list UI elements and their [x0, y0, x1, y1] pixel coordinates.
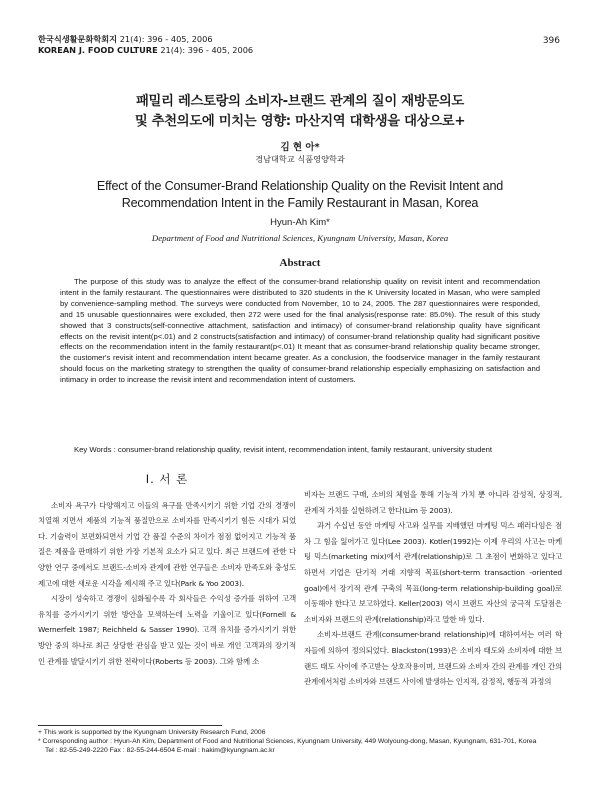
- footnote-contact: Tel : 82-55-249-2220 Fax : 82-55-244-6504 E-mail : hakim@kyungnam.ac.kr: [45, 747, 275, 754]
- author-english: Hyun-Ah Kim*: [270, 217, 330, 228]
- footnote-corresponding-author: * Corresponding author : Hyun-Ah Kim, Department of Food and Nutritional Sciences, Kyungnam University, 449 Wolyoung-dong, Masan, Kyungnam, 631-701, Korea: [38, 738, 537, 745]
- abstract-heading: Abstract: [279, 257, 321, 269]
- journal-line-ko: [38, 34, 253, 45]
- journal-citation-ko: 21(4): 396 - 405, 2006: [119, 34, 213, 44]
- keywords-text: consumer-brand relationship quality, revisit intent, recommendation intent, family restaurant, university student: [117, 445, 493, 454]
- affiliation-english: Department of Food and Nutritional Sciences, Kyungnam University, Masan, Korea: [151, 233, 449, 243]
- journal-name-ko: 한국식생활문화학회지: [38, 34, 118, 44]
- title-en-line-2: Recommendation Intent in the Family Restaurant in Masan, Korea: [121, 196, 479, 210]
- page-number: 396: [542, 36, 560, 46]
- journal-line-en: [38, 45, 253, 56]
- keywords-label: Key Words :: [74, 445, 116, 454]
- title-korean: [60, 92, 540, 132]
- left-paragraph-1: 소비자 욕구가 다양해지고 이들의 욕구를 만족시키기 위한 기업 간의 경쟁이 치열해 지면서 제품의 기능적 품질만으로 소비자를 만족시키기 힘든 시대가 되었다. 기술력이 보편화되면서 기업 간 품질 수준의 차이가 점점 없어지고 기능적 품질은 제품을 판매하기 위한 가장 기본적 요소가 되고 있다. 최근 브랜드에 관한 다양한 연구 중에서도 브랜드-소비자 관계에 관한 연구들은 소비자 만족도와 충성도 제고에 대한 새로운 시각을 제시해 주고 있다(Park & Yoo 2003).: [38, 500, 296, 588]
- title-english: [50, 178, 550, 212]
- footnotes: [38, 728, 568, 755]
- footnote-funding: + This work is supported by the Kyungnam University Research Fund, 2006: [38, 729, 266, 736]
- title-ko-line-1: 패밀리 레스토랑의 소비자-브랜드 관계의 질이 재방문의도: [136, 94, 464, 109]
- title-en-line-1: Effect of the Consumer-Brand Relationship Quality on the Revisit Intent and: [96, 179, 504, 193]
- left-column: [38, 472, 296, 669]
- right-paragraph-1: 비자는 브랜드 구매, 소비의 체험을 통해 기능적 가치 뿐 아니라 감성적, 상징적, 관계적 가치를 실현하려고 한다(Lim 등 2003).: [304, 490, 562, 515]
- journal-name-en: KOREAN J. FOOD CULTURE: [38, 45, 158, 55]
- footnote-divider: [38, 725, 222, 726]
- left-paragraph-2: 시장이 성숙하고 경쟁이 심화될수록 각 회사들은 수익성 증가를 위하여 고객 유치를 증가시키기 위한 방안을 모색하는데 노력을 기울이고 있다(Fornell & Wernerfelt 1987; Reichheld & Sasser 1990). 고객 유치를 증가시키기 위한 방안 중의 하나로 최근 상당한 관심을 받고 있는 것이 바로 개인 고객과의 장기적인 관계를 발달시키기 위한 전략이다(Roberts 등 2003). 그와 함께 소: [38, 594, 296, 666]
- section-heading-introduction: I. 서 론: [145, 472, 189, 486]
- author-korean: 김 현 아*: [280, 142, 320, 153]
- title-ko-line-2: 및 추천의도에 미치는 영향: 마산지역 대학생을 대상으로+: [134, 114, 466, 129]
- affiliation-korean: 경남대학교 식품영양학과: [255, 154, 345, 164]
- journal-header: [38, 34, 253, 56]
- keywords: [74, 445, 544, 454]
- right-column: [304, 487, 562, 690]
- abstract-body: The purpose of this study was to analyze the effect of the consumer-brand relationship quality on revisit intent and recommendation intent in the family restaurant. The questionnaires were distributed to 320 students in the K University located in Masan, who were sampled by convenience-sampling method. The surveys were conducted from November, 10 to 24, 2005. The 287 questionnaires were responded, and 15 unusable questionnaires were excluded, then 272 were used for the final analysis(response rate: 85.0%). The result of this study showed that 3 constructs(self-connective attachment, satisfaction and intimacy) of consumer-brand relationship quality have significant effects on the revisit intent(p<.01) and 2 constructs(satisfaction and intimacy) of consumer-brand relationship quality had significant positive effects on the recommendation intent in the family restaurant(p<.01) It meant that as consumer-brand relationship quality became stronger, the customer's revisit intent and recommendation intent became greater. As a conclusion, the foodservice manager in the family restaurant should focus on the marketing strategy to strengthen the quality of consumer-brand relationship especially emphasizing on satisfaction and intimacy in order to increase the revisit intent and recommendation intent of customers.: [60, 277, 540, 385]
- journal-citation-en: 21(4): 396 - 405, 2006: [160, 45, 254, 55]
- right-paragraph-2: 과거 수십년 동안 마케팅 사고와 실무를 지배했던 마케팅 믹스 패러다임은 점차 그 힘을 잃어가고 있다(Lee 2003). Kotler(1992)는 이제 우리의 사고는 마케팅 믹스(marketing mix)에서 관계(relationship)로 그 초점이 변화하고 있다고 하면서 기업은 단기적 거래 지향적 목표(short-term transaction -oriented goal)에서 장기적 관계 구축의 목표(long-term relationship-building goal)로 이동해야 한다고 보고하였다. Keller(2003) 역시 브랜드 자산의 궁극적 도달점은 소비자와 브랜드의 관계(relationship)라고 말한 바 있다.: [304, 521, 562, 624]
- right-paragraph-3: 소비자-브랜드 관계(consumer-brand relationship)에 대하여서는 여러 학자들에 의하여 정의되었다. Blackston(1993)은 소비자 태도와 소비자에 대한 브랜드 태도 사이에 주고받는 상호작용이며, 브랜드와 소비자 간의 관계를 개인 간의 관계에서처럼 소비자와 브랜드 사이에 발생하는 인지적, 감정적, 행동적 과정의: [304, 630, 562, 687]
